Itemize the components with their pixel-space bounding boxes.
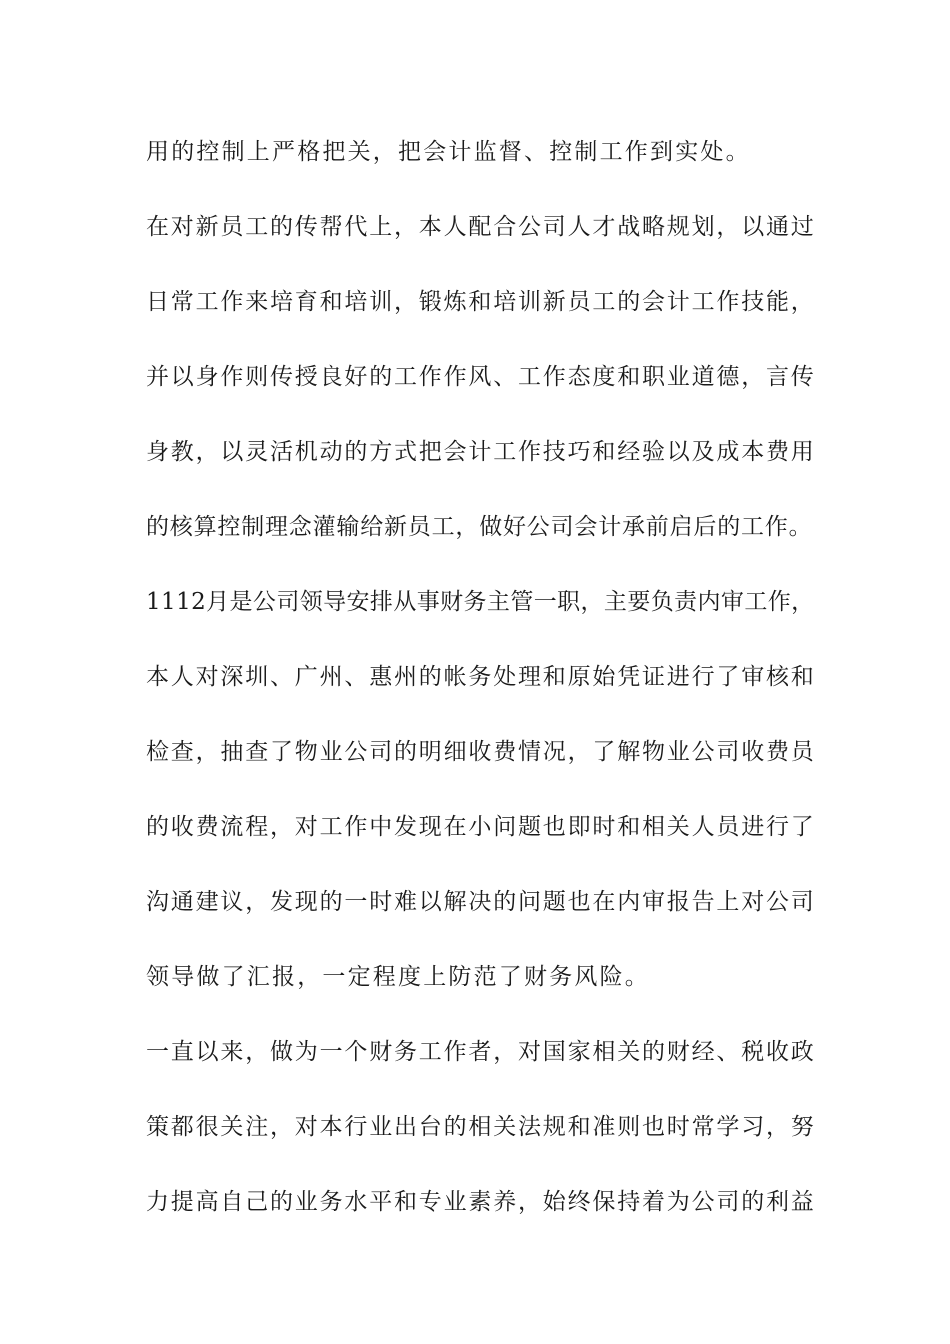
- text-line: 身教，以灵活机动的方式把会计工作技巧和经验以及成本费用: [146, 439, 816, 465]
- text-line: 用的控制上严格把关，把会计监督、控制工作到实处。: [146, 139, 751, 165]
- text-line: 在对新员工的传帮代上，本人配合公司人才战略规划，以通过: [146, 214, 816, 240]
- text-line: 力提高自己的业务水平和专业素养，始终保持着为公司的利益: [146, 1189, 816, 1215]
- text-line: 检查，抽查了物业公司的明细收费情况，了解物业公司收费员: [146, 739, 816, 765]
- text-line: 一直以来，做为一个财务工作者，对国家相关的财经、税收政: [146, 1039, 816, 1065]
- text-line: 领导做了汇报，一定程度上防范了财务风险。: [146, 964, 650, 990]
- text-line: 策都很关注，对本行业出台的相关法规和准则也时常学习，努: [146, 1114, 816, 1140]
- text-line: 并以身作则传授良好的工作作风、工作态度和职业道德，言传: [146, 364, 816, 390]
- text-line: 沟通建议，发现的一时难以解决的问题也在内审报告上对公司: [146, 889, 816, 915]
- text-line: 日常工作来培育和培训，锻炼和培训新员工的会计工作技能，: [146, 289, 816, 315]
- text-line: 的核算控制理念灌输给新员工，做好公司会计承前启后的工作。: [146, 514, 813, 540]
- text-line: 1112月是公司领导安排从事财务主管一职，主要负责内审工作，: [146, 589, 815, 615]
- text-line: 的收费流程，对工作中发现在小问题也即时和相关人员进行了: [146, 814, 816, 840]
- text-line: 本人对深圳、广州、惠州的帐务处理和原始凭证进行了审核和: [146, 664, 816, 690]
